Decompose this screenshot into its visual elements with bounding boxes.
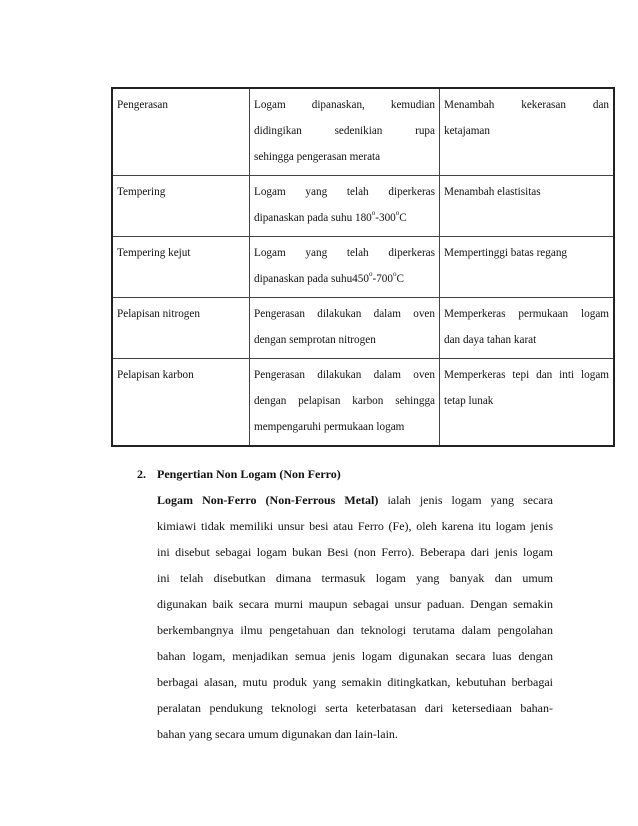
- text-line: Memperkeras permukaan logam: [444, 308, 609, 320]
- process-name-cell: Pelapisan nitrogen: [112, 298, 250, 359]
- text-fragment: C: [399, 212, 407, 224]
- paragraph-line: berbagai alasan, mutu produk yang semakin ditingkatkan, kebutuhan berbagai: [157, 675, 553, 689]
- section-heading: [137, 461, 553, 487]
- paragraph-line: bahan logam, menjadikan semua jenis logam digunakan secara luas dengan: [157, 649, 553, 663]
- process-name-cell: Pelapisan karbon: [112, 359, 250, 447]
- paragraph-line: [157, 487, 553, 513]
- section-number: 2.: [137, 467, 146, 481]
- section-paragraph: [157, 487, 553, 747]
- temperature-line: [254, 205, 435, 231]
- text-line: Menambah kekerasan dan: [444, 99, 609, 111]
- process-name-cell: Tempering kejut: [112, 237, 250, 298]
- degree-symbol: o: [371, 209, 376, 218]
- text-line: sehingga pengerasan merata: [254, 151, 381, 163]
- text-fragment: C: [396, 273, 404, 285]
- text-line: Logam yang telah diperkeras: [254, 247, 435, 259]
- text-line: dan daya tahan karat: [444, 334, 537, 346]
- text-line: mempengaruhi permukaan logam: [254, 421, 405, 433]
- degree-symbol: o: [395, 209, 400, 218]
- text-line: Menambah elastisitas: [444, 186, 541, 198]
- process-description-cell: [250, 176, 440, 237]
- table-row: [112, 88, 614, 176]
- bold-term: Logam Non-Ferro (Non-Ferrous Metal): [157, 493, 379, 507]
- table-row: [112, 176, 614, 237]
- text-line: Mempertinggi batas regang: [444, 247, 568, 259]
- table-row: [112, 237, 614, 298]
- text-line: dengan semprotan nitrogen: [254, 334, 376, 346]
- process-result-cell: [440, 237, 615, 298]
- process-name-cell: Tempering: [112, 176, 250, 237]
- text-fragment: dipanaskan pada suhu450: [254, 273, 369, 285]
- process-description-cell: [250, 88, 440, 176]
- paragraph-line: bahan yang secara umum digunakan dan lain-lain.: [157, 727, 398, 741]
- process-result-cell: [440, 88, 615, 176]
- paragraph-line: ini disebut sebagai logam bukan Besi (non Ferro). Beberapa dari jenis logam: [157, 545, 553, 559]
- text-line: Pengerasan dilakukan dalam oven: [254, 308, 435, 320]
- degree-symbol: o: [392, 270, 397, 279]
- process-result-cell: [440, 176, 615, 237]
- table-row: [112, 298, 614, 359]
- text-fragment: -700: [372, 273, 393, 285]
- paragraph-line: peralatan pendukung teknologi serta keterbatasan dari ketersediaan bahan-: [157, 701, 553, 715]
- non-ferro-section: [137, 461, 553, 747]
- process-description-cell: [250, 298, 440, 359]
- text-line: Memperkeras tepi dan inti logam: [444, 369, 609, 381]
- process-description-cell: [250, 359, 440, 447]
- process-name-cell: Pengerasan: [112, 88, 250, 176]
- text-fragment: -300: [375, 212, 396, 224]
- text-line: ketajaman: [444, 125, 490, 137]
- paragraph-line: ini telah disebutkan dimana termasuk logam yang banyak dan umum: [157, 571, 553, 585]
- text-fragment: ialah jenis logam yang secara: [378, 493, 553, 507]
- paragraph-line: digunakan baik secara murni maupun sebagai unsur paduan. Dengan semakin: [157, 597, 553, 611]
- table-row: [112, 359, 614, 447]
- hardening-process-table: [111, 87, 615, 447]
- text-line: dengan pelapisan karbon sehingga: [254, 395, 435, 407]
- paragraph-line: kimiawi tidak memiliki unsur besi atau Ferro (Fe), oleh karena itu logam jenis: [157, 519, 553, 533]
- section-title: Pengertian Non Logam (Non Ferro): [157, 467, 341, 481]
- temperature-line: [254, 266, 435, 292]
- process-result-cell: [440, 298, 615, 359]
- process-description-cell: [250, 237, 440, 298]
- text-line: Logam yang telah diperkeras: [254, 186, 435, 198]
- process-result-cell: [440, 359, 615, 447]
- text-line: didingikan sedenikian rupa: [254, 125, 435, 137]
- text-line: tetap lunak: [444, 395, 494, 407]
- text-line: Logam dipanaskan, kemudian: [254, 99, 435, 111]
- text-line: Pengerasan dilakukan dalam oven: [254, 369, 435, 381]
- degree-symbol: o: [368, 270, 373, 279]
- paragraph-line: berkembangnya ilmu pengetahuan dan teknologi terutama dalam pengolahan: [157, 623, 553, 637]
- text-fragment: dipanaskan pada suhu 180: [254, 212, 372, 224]
